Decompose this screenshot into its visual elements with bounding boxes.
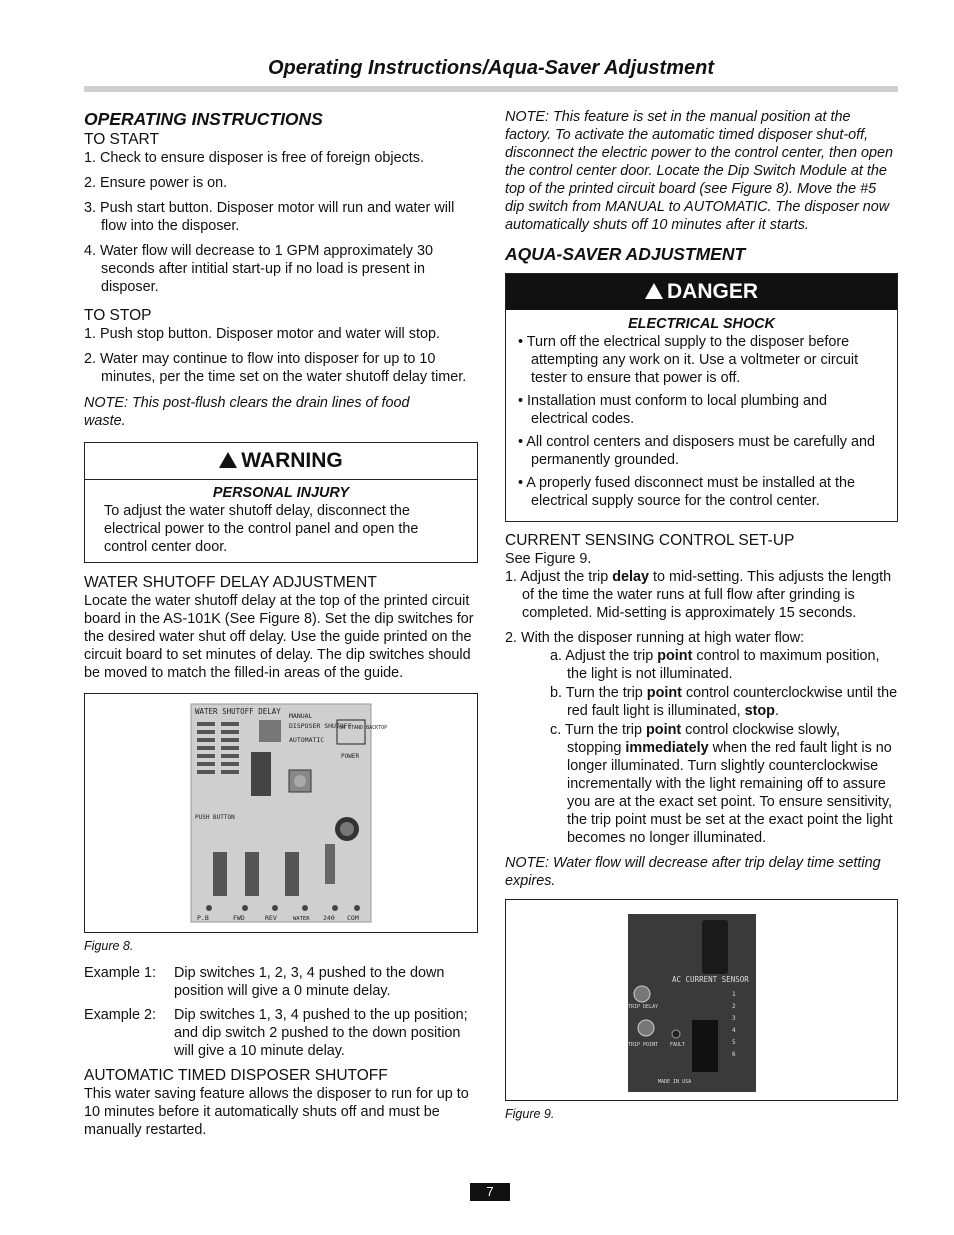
example-label: Example 2: [84, 1007, 156, 1023]
example-2 [84, 1006, 478, 1060]
danger-header [506, 274, 897, 310]
warning-header [85, 443, 477, 480]
auto-shutoff-text: This water saving feature allows the disposer to run for up to 10 minutes before it automatically shuts off and must be manually restarted. [84, 1086, 469, 1138]
current-sensor-image [506, 900, 897, 1098]
operating-instructions-heading: OPERATING INSTRUCTIONS [84, 109, 323, 129]
example-1 [84, 964, 478, 1000]
warning-triangle-icon [219, 452, 237, 468]
svg-text:TRIP POINT: TRIP POINT [628, 1042, 659, 1048]
svg-text:DISPOSER SHUTOFF: DISPOSER SHUTOFF [289, 722, 352, 730]
right-column [505, 108, 898, 1123]
svg-text:POWER: POWER [341, 753, 360, 760]
warning-box [84, 442, 478, 563]
circuit-board-image [85, 694, 477, 930]
list-item: • A properly fused disconnect must be installed at the electrical supply source for the control center. [518, 475, 856, 509]
example-label: Example 1: [84, 965, 156, 981]
board-title: WATER SHUTOFF DELAY [195, 707, 281, 716]
figure-9 [505, 899, 898, 1101]
danger-label: DANGER [666, 280, 758, 303]
example-text: Dip switches 1, 3, 4 pushed to the up position; and dip switch 2 pushed to the down position will give a 10 minute delay. [174, 1007, 468, 1059]
list-item: • Turn off the electrical supply to the disposer before attempting any work on it. Use a voltmeter or circuit tester to ensure that power is off. [518, 334, 859, 386]
danger-box [505, 273, 898, 522]
svg-text:PUSH BUTTON: PUSH BUTTON [195, 814, 235, 821]
danger-bullets [506, 333, 897, 521]
svg-text:REV: REV [265, 914, 277, 922]
examples [84, 964, 478, 1060]
list-item: 1. Adjust the trip delay to mid-setting. This adjusts the length of the time the water runs at full flow after grinding is completed. Mid-setting is approximately 15 seconds. [505, 569, 892, 621]
example-text: Dip switches 1, 2, 3, 4 pushed to the down position will give a 0 minute delay. [174, 965, 445, 999]
svg-text:240: 240 [323, 914, 335, 922]
see-figure-9: See Figure 9. [505, 551, 592, 567]
current-sensing-steps [505, 568, 898, 847]
svg-text:TRIP DELAY: TRIP DELAY [628, 1004, 659, 1010]
svg-text:MADE IN USA: MADE IN USA [658, 1079, 692, 1085]
svg-text:MANUAL: MANUAL [289, 712, 313, 720]
svg-text:AC CURRENT SENSOR: AC CURRENT SENSOR [672, 975, 749, 984]
aqua-saver-heading: AQUA-SAVER ADJUSTMENT [505, 244, 746, 264]
current-sensing-heading: CURRENT SENSING CONTROL SET-UP [505, 532, 795, 549]
svg-text:AUTOMATIC: AUTOMATIC [289, 736, 325, 744]
warning-label: WARNING [241, 449, 343, 472]
page-title: Operating Instructions/Aqua-Saver Adjustment [268, 57, 714, 79]
list-item: 2. Ensure power is on. [84, 175, 228, 191]
svg-text:5: 5 [732, 1039, 736, 1046]
title-rule [84, 86, 898, 92]
page-number: 7 [470, 1183, 510, 1201]
left-column [84, 108, 478, 1139]
factory-note: NOTE: This feature is set in the manual position at the factory. To activate the automatic timed disposer shut-off, disconnect the electric power to the control center, then open the control center door. Locate the Dip Switch Module at the top of the printed circuit board (see Figure 8). Move the #5 dip switch from MANUAL to AUTOMATIC. The disposer now automatically shuts off 10 minutes after it starts. [505, 109, 893, 233]
to-start-heading: TO START [84, 131, 159, 148]
svg-text:WATER: WATER [293, 916, 310, 922]
list-item: 4. Water flow will decrease to 1 GPM approximately 30 seconds after intitial start-up if no load is present in disposer. [84, 243, 433, 295]
list-item: 2. With the disposer running at high water flow: a. Adjust the trip point control to maximum position, the light is not illuminated. b. Turn the trip point control counterclockwise until the red fault light is illuminated, stop. c. Turn the trip point control clockwise slowly, stopping immediately when the red fault light is no longer illuminated. Turn slightly counterclockwise incrementally with the light remaining off to assure you are at the exact set point. To ensure sensitivity, the trip point must be set at the exact point the light becomes no longer illuminated. [505, 630, 898, 846]
danger-subhead: ELECTRICAL SHOCK [628, 316, 775, 332]
to-start-steps [84, 149, 478, 296]
svg-text:FWD: FWD [233, 914, 245, 922]
list-item: • All control centers and disposers must be carefully and permanently grounded. [518, 434, 875, 468]
figure-8 [84, 693, 478, 933]
list-item: c. Turn the trip point control clockwise slowly, stopping immediately when the red fault light is no longer illuminated. Turn slightly counterclockwise incrementally with the light remaining off to assure you are at the exact set point. To ensure sensitivity, the trip point must be set at the exact point the light becomes no longer illuminated. [550, 722, 893, 846]
warning-text: To adjust the water shutoff delay, disconnect the electrical power to the control panel and open the control center door. [104, 503, 419, 555]
danger-triangle-icon [645, 283, 663, 299]
sub-steps [522, 647, 898, 847]
list-item: 2. Water may continue to flow into disposer for up to 10 minutes, per the time set on the water shutoff delay timer. [84, 351, 467, 385]
svg-text:P.B: P.B [197, 914, 209, 922]
svg-text:ON STAND BACKTOP: ON STAND BACKTOP [339, 725, 388, 731]
warning-subhead: PERSONAL INJURY [212, 485, 350, 501]
water-flow-note: NOTE: Water flow will decrease after trip delay time setting expires. [505, 855, 881, 889]
list-item: a. Adjust the trip point control to maximum position, the light is not illuminated. [550, 648, 880, 682]
list-item: • Installation must conform to local plumbing and electrical codes. [518, 393, 827, 427]
svg-text:FAULT: FAULT [670, 1042, 686, 1048]
list-item: 3. Push start button. Disposer motor will run and water will flow into the disposer. [84, 200, 455, 234]
list-item: 1. Check to ensure disposer is free of foreign objects. [84, 150, 424, 166]
svg-text:COM: COM [347, 914, 359, 922]
shutoff-delay-heading: WATER SHUTOFF DELAY ADJUSTMENT [84, 574, 377, 591]
svg-text:1: 1 [732, 991, 736, 998]
figure-8-caption: Figure 8. [84, 939, 134, 953]
auto-shutoff-heading: AUTOMATIC TIMED DISPOSER SHUTOFF [84, 1067, 388, 1084]
to-stop-steps [84, 325, 478, 386]
shutoff-delay-text: Locate the water shutoff delay at the top of the printed circuit board in the AS-101K (See Figure 8). Set the dip switches for the desired water shut off delay. Use the guide printed on the circuit board to set minutes of delay. The dip switches should be moved to match the filled-in areas of the guide. [84, 593, 474, 681]
figure-9-caption: Figure 9. [505, 1107, 555, 1121]
list-item: 1. Push stop button. Disposer motor and water will stop. [84, 326, 440, 342]
post-flush-note: NOTE: This post-flush clears the drain lines of food waste. [84, 395, 410, 429]
to-stop-heading: TO STOP [84, 307, 152, 324]
svg-text:6: 6 [732, 1051, 736, 1058]
svg-text:2: 2 [732, 1003, 736, 1010]
svg-text:4: 4 [732, 1027, 736, 1034]
svg-text:3: 3 [732, 1015, 736, 1022]
list-item: b. Turn the trip point control counterclockwise until the red fault light is illuminated, stop. [550, 685, 898, 719]
